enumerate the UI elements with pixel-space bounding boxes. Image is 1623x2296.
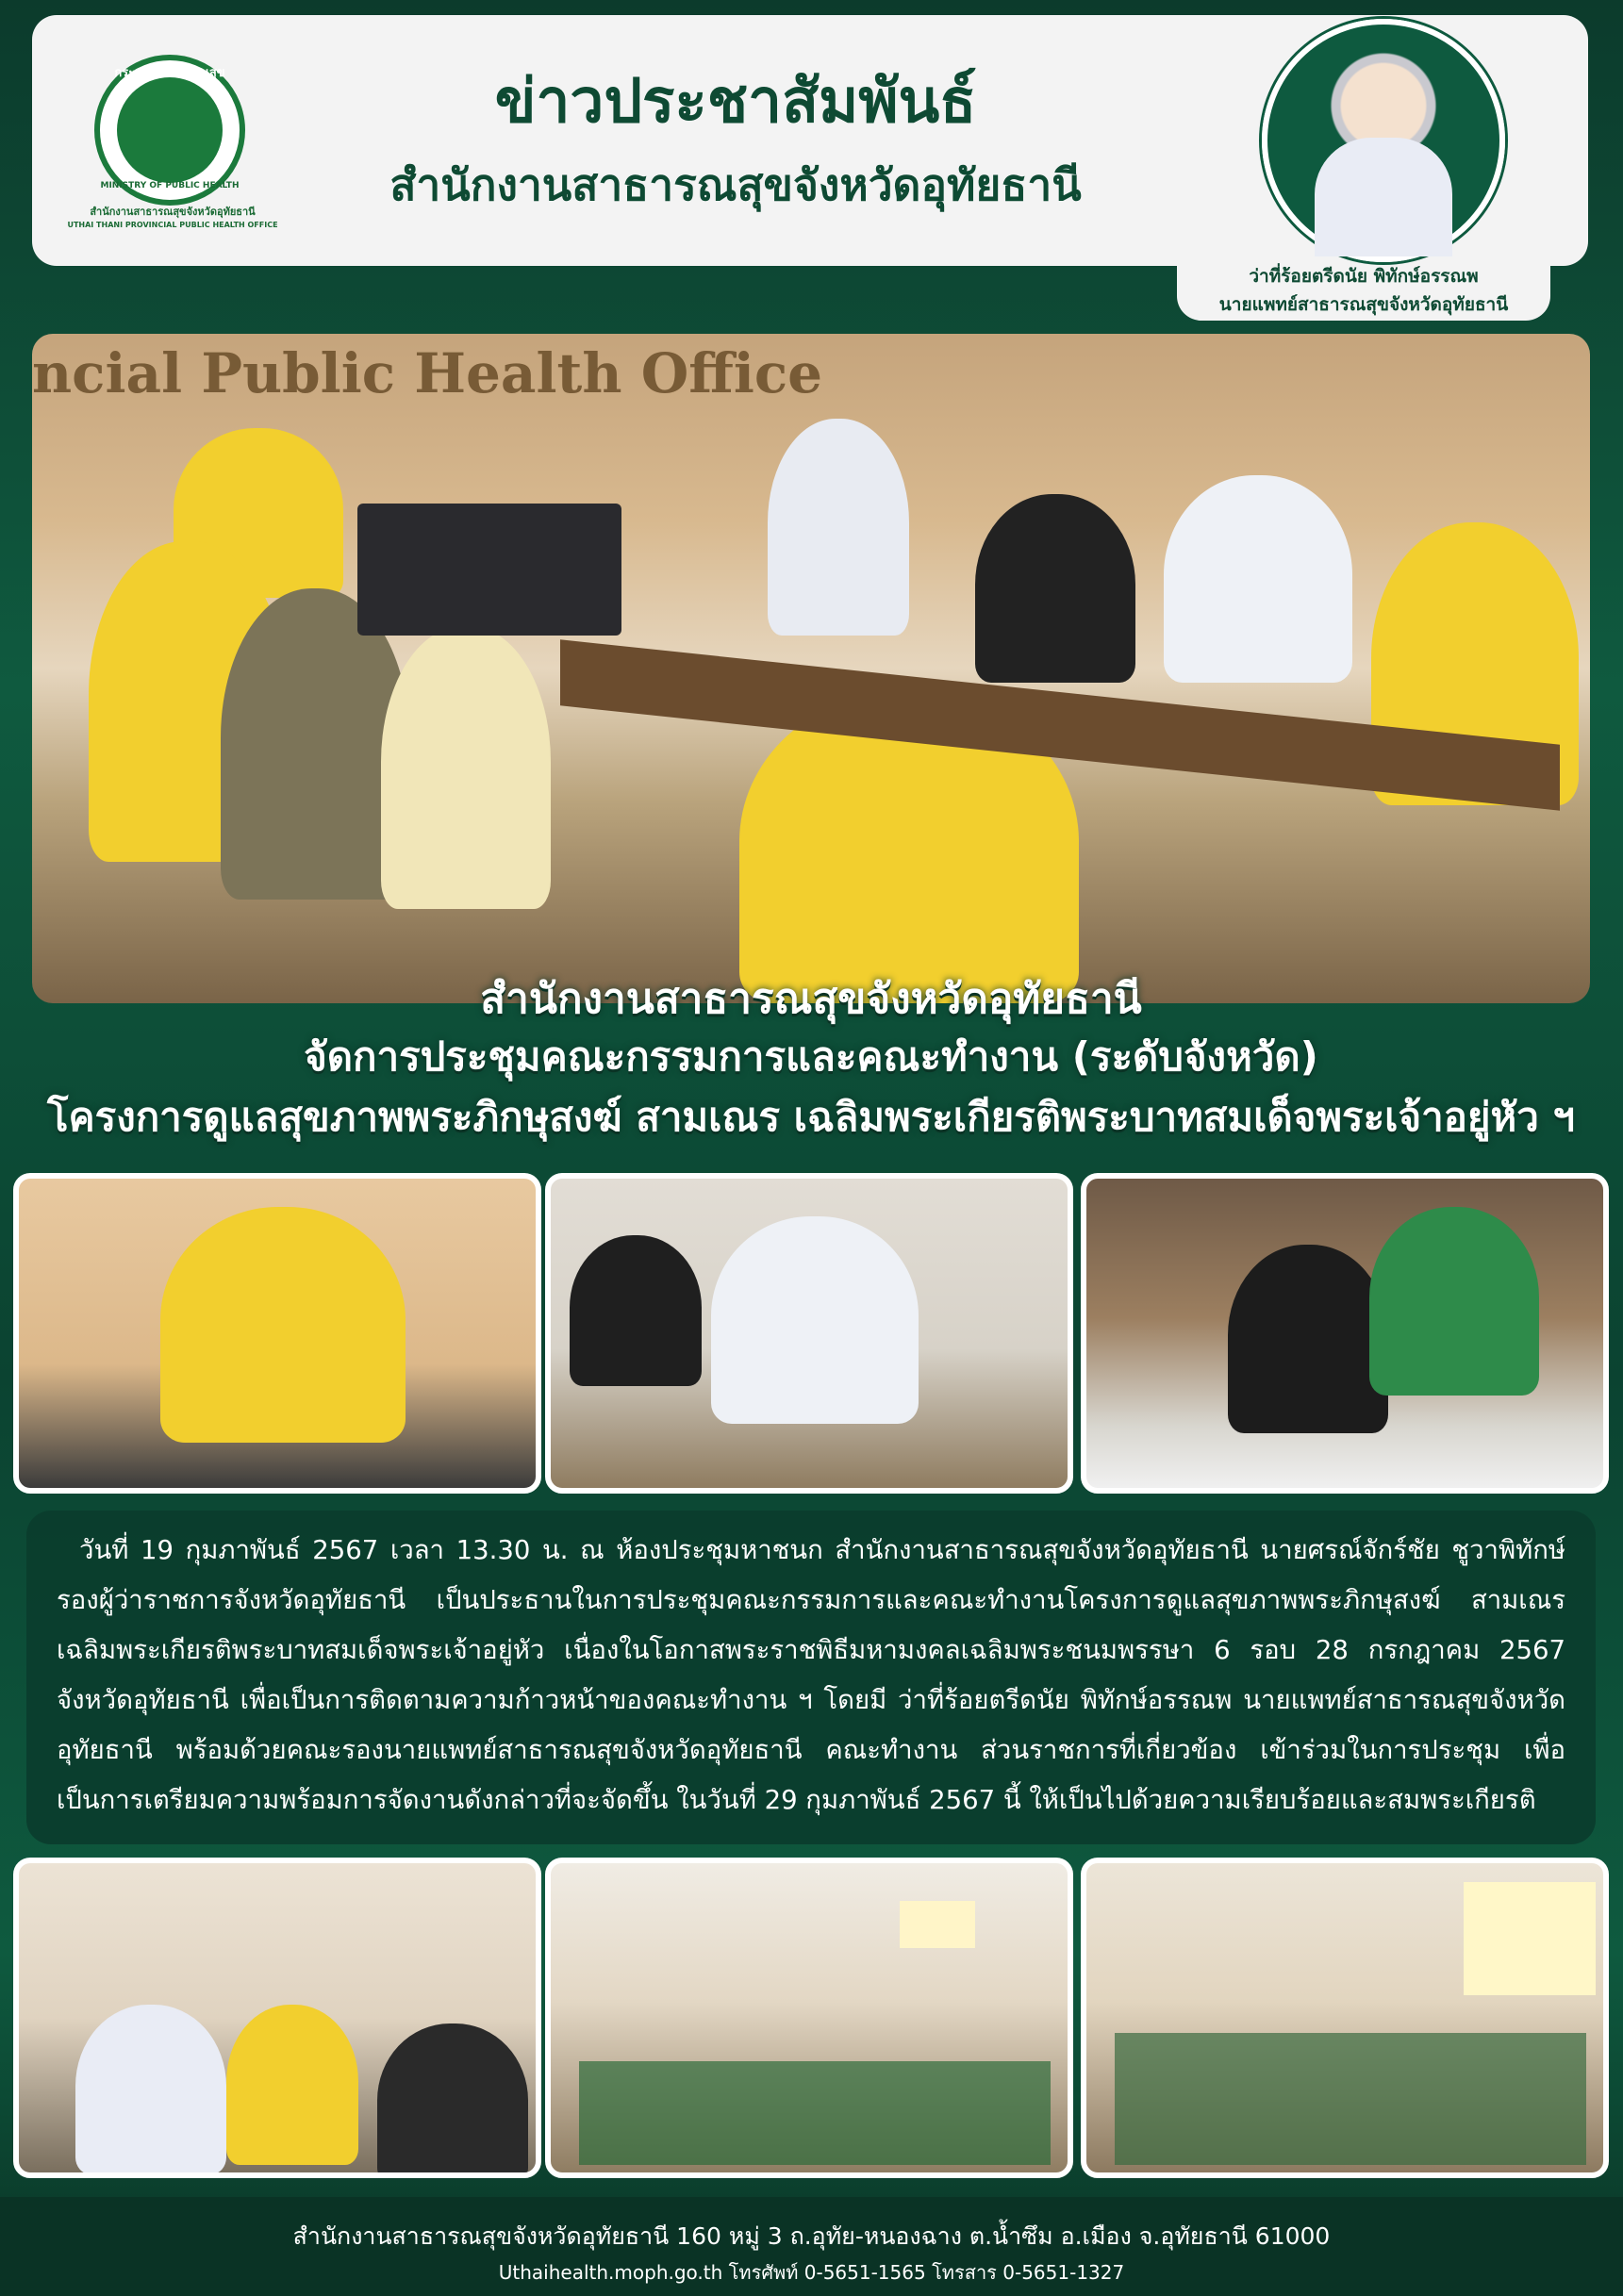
person bbox=[711, 1216, 919, 1424]
footer-contact: Uthaihealth.moph.go.th โทรศัพท์ 0-5651-1565 โทรสาร 0-5651-1327 bbox=[498, 2261, 1125, 2284]
person bbox=[1228, 1245, 1388, 1433]
projector-screen bbox=[900, 1901, 975, 1948]
headline-line-3: โครงการดูแลสุขภาพพระภิกษุสงฆ์ สามเณร เฉลิมพระเกียรติพระบาทสมเด็จพระเจ้าอยู่หัว ฯ bbox=[47, 1094, 1575, 1140]
person bbox=[975, 494, 1135, 683]
footer-address: สำนักงานสาธารณสุขจังหวัดอุทัยธานี 160 หมู่ 3 ถ.อุทัย-หนองฉาง ต.น้ำซึม อ.เมือง จ.อุทัยธานี 61000 bbox=[292, 2222, 1331, 2250]
monitor bbox=[357, 504, 621, 636]
person bbox=[1164, 475, 1352, 683]
portrait-shirt bbox=[1315, 138, 1452, 256]
logo-caption-th: สำนักงานสาธารณสุขจังหวัดอุทัยธานี bbox=[90, 206, 256, 218]
meeting-photo-1 bbox=[13, 1173, 541, 1494]
person bbox=[226, 2005, 358, 2165]
projector-screen bbox=[1464, 1882, 1596, 1995]
meeting-photo-6 bbox=[1081, 1858, 1609, 2178]
person bbox=[1369, 1207, 1539, 1396]
person bbox=[377, 2023, 528, 2178]
logo-caption-en: UTHAI THANI PROVINCIAL PUBLIC HEALTH OFFICE bbox=[67, 221, 278, 229]
portrait-name: ว่าที่ร้อยตรีดนัย พิทักษ์อรรณพ bbox=[1249, 266, 1479, 287]
article-body: วันที่ 19 กุมภาพันธ์ 2567 เวลา 13.30 น. ณ ห้องประชุมหาชนก สำนักงานสาธารณสุขจังหวัดอุทัยธานี นายศรณ์จักร์ชัย ชูวาพิทักษ์ รองผู้ว่าราชการจังหวัดอุทัยธานี เป็นประธานในการประชุมคณะกรรมการและคณะทำงานโครงการดูแลสุขภาพพระภิกษุสงฆ์ สามเณร เฉลิมพระเกียรติพระบาทสมเด็จพระเจ้าอยู่หัว เนื่องในโอกาสพระราชพิธีมหามงคลเฉลิมพระชนมพรรษา 6 รอบ 28 กรกฎาคม 2567 จังหวัดอุทัยธานี เพื่อเป็นการติดตามความก้าวหน้าของคณะทำงาน ฯ โดยมี ว่าที่ร้อยตรีดนัย พิทักษ์อรรณพ นายแพทย์สาธารณสุขจังหวัดอุทัยธานี พร้อมด้วยคณะรองนายแพทย์สาธารณสุขจังหวัดอุทัยธานี คณะทำงาน ส่วนราชการที่เกี่ยวข้อง เข้าร่วมในการประชุม เพื่อเป็นการเตรียมความพร้อมการจัดงานดังกล่าวที่จะจัดขึ้น ในวันที่ 29 กุมภาพันธ์ 2567 นี้ ให้เป็นไปด้วยความเรียบร้อยและสมพระเกียรติ bbox=[57, 1535, 1565, 1815]
meeting-photo-3 bbox=[1081, 1173, 1609, 1494]
page-title: ข่าวประชาสัมพันธ์ bbox=[494, 66, 977, 137]
audience bbox=[579, 2061, 1051, 2165]
headline-line-1: สำนักงานสาธารณสุขจังหวัดอุทัยธานี bbox=[480, 975, 1142, 1023]
headline-line-2: จัดการประชุมคณะกรรมการและคณะทำงาน (ระดับจังหวัด) bbox=[304, 1033, 1318, 1080]
page-subtitle: สำนักงานสาธารณสุขจังหวัดอุทัยธานี bbox=[389, 159, 1082, 210]
director-portrait bbox=[1262, 19, 1505, 262]
person bbox=[160, 1207, 406, 1443]
audience bbox=[1115, 2033, 1586, 2165]
logo-ring-text: กระทรวงสาธารณสุข bbox=[114, 66, 225, 80]
main-meeting-photo bbox=[32, 334, 1590, 1003]
portrait-caption bbox=[1179, 262, 1548, 319]
person bbox=[768, 419, 909, 636]
logo-caption bbox=[55, 206, 290, 232]
portrait-position: นายแพทย์สาธารณสุขจังหวัดอุทัยธานี bbox=[1218, 294, 1509, 315]
logo-emblem-icon bbox=[117, 77, 223, 183]
logo-ministry-text: MINISTRY OF PUBLIC HEALTH bbox=[100, 181, 240, 190]
meeting-photo-5 bbox=[545, 1858, 1073, 2178]
person bbox=[381, 626, 551, 909]
meeting-photo-2 bbox=[545, 1173, 1073, 1494]
person bbox=[75, 2005, 226, 2174]
meeting-photo-4 bbox=[13, 1858, 541, 2178]
ministry-logo bbox=[94, 55, 245, 206]
wall-sign: ncial Public Health Office bbox=[32, 341, 823, 405]
person bbox=[570, 1235, 702, 1386]
